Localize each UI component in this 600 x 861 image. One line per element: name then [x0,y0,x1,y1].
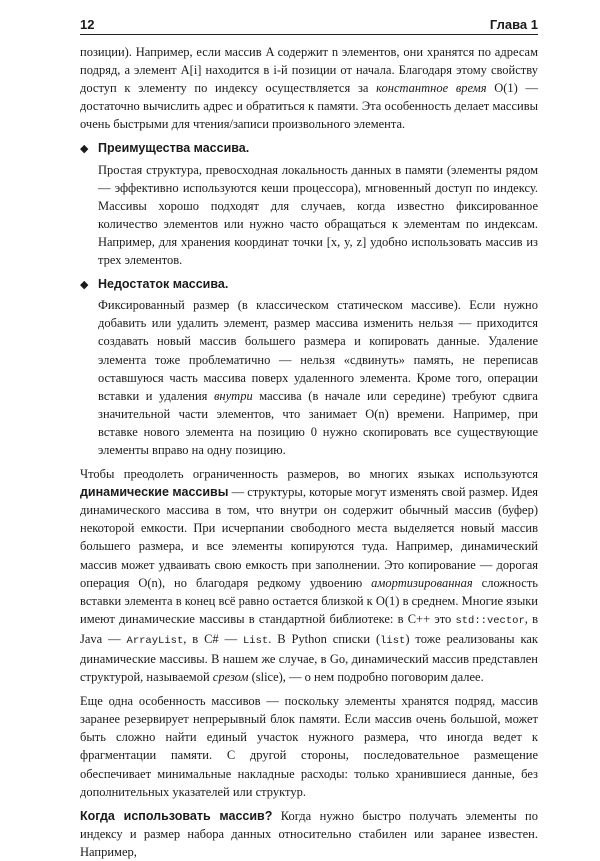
book-page [80,16,538,859]
diamond-icon: ◆ [80,143,89,156]
page-number: 12 [80,17,95,32]
code-std-vector: std::vector [455,614,525,627]
chapter-title: Глава 1 [489,17,538,32]
code-list: List [242,634,269,647]
emphasis-constant-time: константное время [376,81,487,96]
bullet-advantages [80,139,538,158]
emphasis-amortized: амортизированная [371,575,473,590]
code-arraylist: ArrayList [126,634,184,647]
question-when-to-use: Когда использовать массив? [80,808,273,823]
emphasis-inside: внутри [214,388,253,403]
bullet-heading-disadvantage: Недостаток массива. [98,277,229,292]
page-body [80,43,538,861]
paragraph-intro: позиции). Например, если массив A содержит n элементов, они хранятся по адресам подряд, а элемент A[i] находится в i-й позиции от начала. Благодаря этому свойству доступ к элементу по индексу осуществляется за константное время O(1) — достаточно вычислить адрес и обратиться к памяти. Эта особенность делает массивы очень быстрыми для чтения/записи произвольного элемента. [80,45,538,132]
bullet-heading-advantages: Преимущества массива. [98,141,250,156]
paragraph-when-to-use: Когда использовать массив? Когда нужно быстро получать элементы по индексу и размер набора данных относительно стабилен или заранее известен. Например, [80,808,538,859]
emphasis-slice: срезом [212,670,249,685]
diamond-icon: ◆ [80,279,89,292]
paragraph-memory: Еще одна особенность массивов — поскольку элементы хранятся подряд, массив заранее резервирует непрерывный блок памяти. Если массив очень большой, может быть сложно найти единый участок нужного размера, что иногда ведет к фрагментации памяти. С другой стороны, последовательное размещение обеспечивает минимальные накладные расходы: только хранившиеся данные, без дополнительных указателей или структур. [80,694,538,799]
bullet-disadvantage [80,275,538,294]
code-python-list: list [380,634,406,647]
paragraph-dynamic-arrays: Чтобы преодолеть ограниченность размеров, во многих языках используются динамические массивы — структуры, которые могут изменять свой размер. Идея динамического массива в том, что внутри он содержит обычный массив (буфер) некоторой емкости. При исчерпании свободного места выделяется новый массив большего размера, и все элементы копируются туда. Например, динамический массив может удваивать свою емкость при заполнении. Это копирование — дорогая операция O(n), но благодаря редкому удвоению амортизированная сложность вставки элемента в конец всё равно остается близкой к O(1) в среднем. Многие языки имеют динамические массивы в стандартной библиотеке: в C++ это std::vector, в Java — ArrayList, в C# — List. В Python списки (list) тоже реализованы как динамические массивы. В нашем же случае, в Go, динамический массив представлен структурой, называемой срезом (slice), — о нем подробно поговорим далее. [80,467,538,685]
term-dynamic-arrays: динамические массивы [80,485,229,500]
running-header [80,16,538,35]
bullet-text-advantages: Простая структура, превосходная локальность данных в памяти (элементы рядом — эффективно используются кеши процессора), мгновенный доступ по индексу. Массивы хорошо подходят для случаев, когда известно фиксированное количество элементов или нужно часто обращаться к элементам по индексам. Например, для хранения координат точки [x, y, z] удобно использовать массив из трех элементов. [98,162,538,268]
bullet-text-disadvantage: Фиксированный размер (в классическом статическом массиве). Если нужно добавить или удалить элемент, размер массива изменить нельзя — приходится создавать новый массив большего размера и копировать данные. Удаление элемента тоже проблематично — нельзя «сдвинуть» память, не переписав оставшуюся часть массива поверх удаленного элемента. Кроме того, операции вставки и удаления внутри массива (в начале или середине) требуют сдвига значительной части элементов, что занимает O(n) времени. Например, при вставке нового элемента на позицию 0 нужно скопировать все существующие элементы вправо на одну позицию. [98,298,538,457]
